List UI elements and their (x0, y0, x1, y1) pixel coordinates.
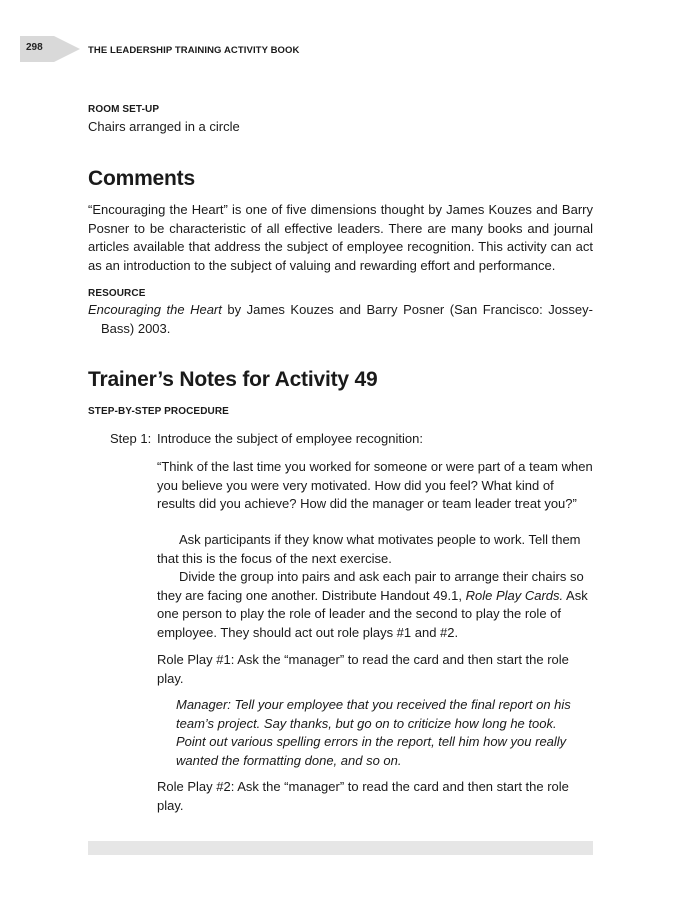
trainer-notes-heading: Trainer’s Notes for Activity 49 (88, 368, 378, 391)
comments-paragraph: “Encouraging the Heart” is one of five dimensions thought by James Kouzes and Barry Posner to be characteristic of all effective leaders. There are many books and journal articles available that address the subject of employee recognition. This activity can act as an introduction to the subject of valuing and rewarding effort and performance. (88, 202, 593, 273)
comments-heading: Comments (88, 167, 195, 190)
manager-instructions: Manager: Tell your employee that you received the final report on his team’s project. Say thanks, but go on to criticize how long he took. Point out various spelling errors in the report, tell him how you really wanted the formatting done, and so on. (176, 697, 571, 768)
resource-details: by James Kouzes and Barry Posner (San Francisco: Jossey-Bass) 2003. (101, 302, 593, 336)
resource-citation (88, 301, 593, 338)
footer-bar (88, 841, 593, 855)
role-play-1: Role Play #1: Ask the “manager” to read the card and then start the role play. (157, 652, 569, 686)
resource-title: Encouraging the Heart (88, 302, 222, 317)
handout-title: Role Play Cards. (465, 587, 564, 603)
page-number: 298 (26, 42, 43, 53)
room-setup-text: Chairs arranged in a circle (88, 119, 240, 134)
procedure-label: STEP-BY-STEP PROCEDURE (88, 406, 229, 417)
room-setup-label: ROOM SET-UP (88, 104, 160, 115)
role-play-2: Role Play #2: Ask the “manager” to read the card and then start the role play. (157, 779, 569, 813)
resource-label: RESOURCE (88, 288, 146, 299)
step1-text: Introduce the subject of employee recognition: (157, 431, 423, 446)
step1-label: Step 1: (110, 431, 152, 446)
step1-divide-paragraph (157, 568, 593, 642)
running-title: THE LEADERSHIP TRAINING ACTIVITY BOOK (88, 45, 300, 56)
divide-text-start: Divide the group into pairs and ask each pair to arrange their chairs so they are facing one another. Distribute Handout 49.1, (157, 569, 584, 603)
step1-ask-paragraph: Ask participants if they know what motivates people to work. Tell them that this is the focus of the next exercise. (157, 532, 581, 566)
step1-quote: “Think of the last time you worked for someone or were part of a team when you believe you were very motivated. How did you feel? What kind of results did you achieve? How did the manager or team leader treat you?” (157, 459, 593, 511)
divide-text-end: Ask one person to play the role of leader and the second to play the role of employee. They should act out role plays #1 and #2. (157, 587, 588, 640)
